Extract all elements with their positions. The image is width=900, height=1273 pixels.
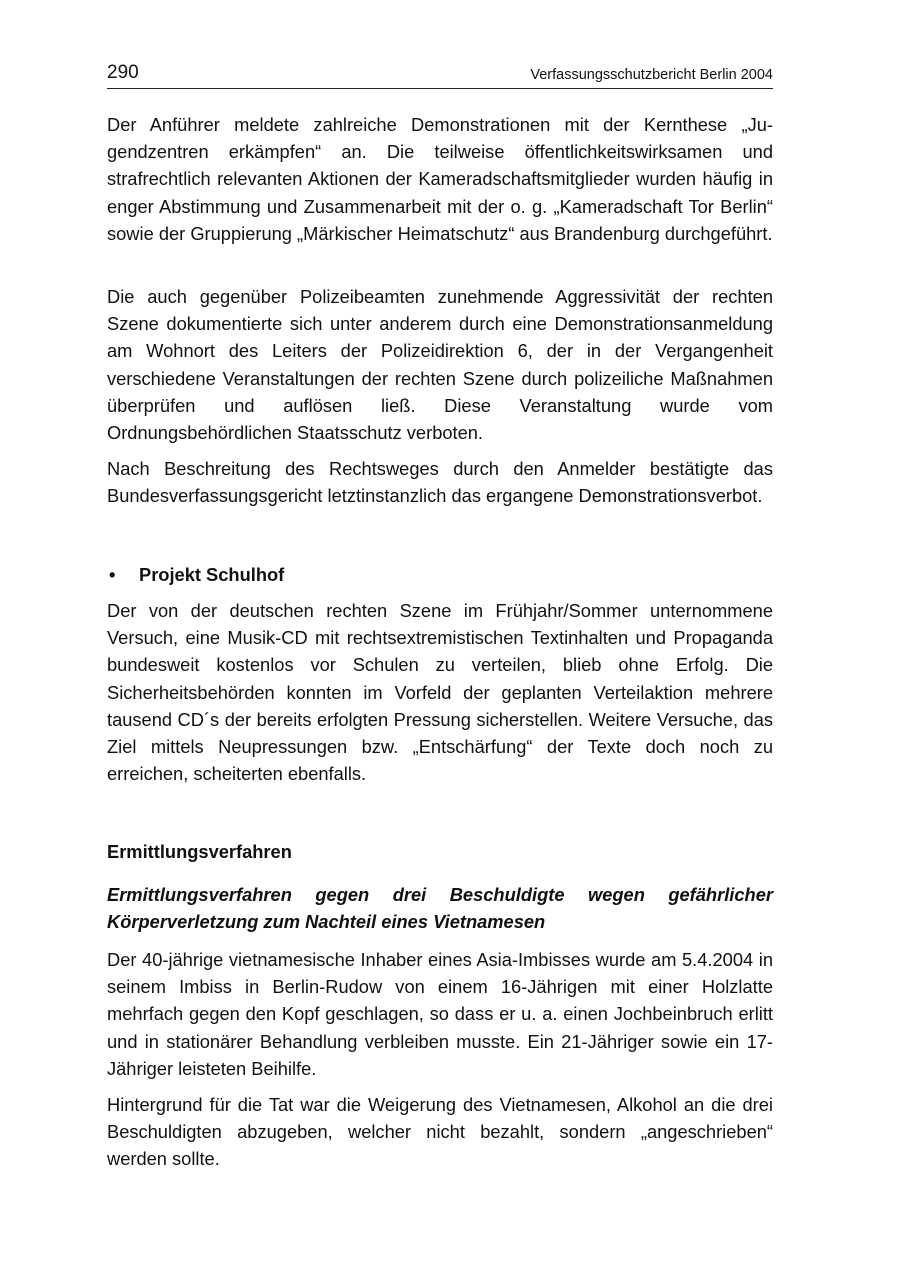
paragraph-court-ruling: Nach Beschreitung des Rechtsweges durch den Anmelder bestätigte das Bundesverfassungsgericht letztinstanzlich das ergangene Demonstrationsverbot. <box>107 458 773 507</box>
running-title: Verfassungsschutzbericht Berlin 2004 <box>530 67 773 83</box>
subsection-heading: Ermittlungsverfahren gegen drei Beschuldigte wegen gefährlicher Körperverletzung zum Nachteil eines Vietnamesen <box>107 884 773 932</box>
paragraph-leader-demonstrations: Der Anführer meldete zahlreiche Demonstrationen mit der Kernthese „Jugendzentren erkämpfen“ an. Die teilweise öffentlichkeitswirksamen und strafrechtlich relevanten Aktionen der Kameradschaftsmitglieder wurden häufig in enger Abstimmung und Zusammenarbeit mit der o. g. „Kameradschaft Tor Berlin“ sowie der Gruppierung „Märkischer Heimatschutz“ aus Brandenburg durchgeführt. <box>107 114 773 244</box>
paragraph-background: Hintergrund für die Tat war die Weigerung des Vietnamesen, Alkohol an die drei Beschuldigten abzugeben, welcher nicht bezahlt, sondern „angeschrieben“ werden sollte. <box>107 1094 773 1170</box>
paragraph-schulhof-cd: Der von der deutschen rechten Szene im Frühjahr/Sommer unternommene Versuch, eine Musik-CD mit rechtsextremistischen Textinhalten und Propaganda bundesweit kostenlos vor Schulen zu verteilen, blieb ohne Erfolg. Die Sicherheitsbehörden konnten im Vorfeld der geplanten Verteilaktion mehrere tausend CD´s der bereits erfolgten Pressung sicherstellen. Weitere Versuche, das Ziel mittels Neupressungen bzw. „Entschärfung“ der Texte doch noch zu erreichen, scheiterten ebenfalls. <box>107 600 773 785</box>
bullet-heading-label: Projekt Schulhof <box>139 564 285 585</box>
bullet-icon: • <box>109 564 116 585</box>
page-header <box>107 62 773 89</box>
section-heading: Ermittlungsverfahren <box>107 841 292 862</box>
bullet-heading-projekt-schulhof <box>107 561 773 588</box>
page-number: 290 <box>107 62 139 83</box>
paragraph-assault-case: Der 40-jährige vietnamesische Inhaber eines Asia-Imbisses wurde am 5.4.2004 in seinem Imbiss in Berlin-Rudow von einem 16-Jährigen mit einer Holzlatte mehrfach gegen den Kopf geschlagen, so dass er u. a. einen Jochbeinbruch erlitt und in stationärer Behandlung verbleiben musste. Ein 21-Jähriger sowie ein 17-Jähriger leisteten Beihilfe. <box>107 949 773 1079</box>
paragraph-police-aggression: Die auch gegenüber Polizeibeamten zunehmende Aggressivität der rechten Szene dokumentierte sich unter anderem durch eine Demonstrationsanmeldung am Wohnort des Leiters der Polizeidirektion 6, der in der Vergangenheit verschiedene Veranstaltungen der rechten Szene durch polizeiliche Maßnahmen überprüfen und auflösen ließ. Diese Veranstaltung wurde vom Ordnungsbehördlichen Staatsschutz verboten. <box>107 286 773 444</box>
